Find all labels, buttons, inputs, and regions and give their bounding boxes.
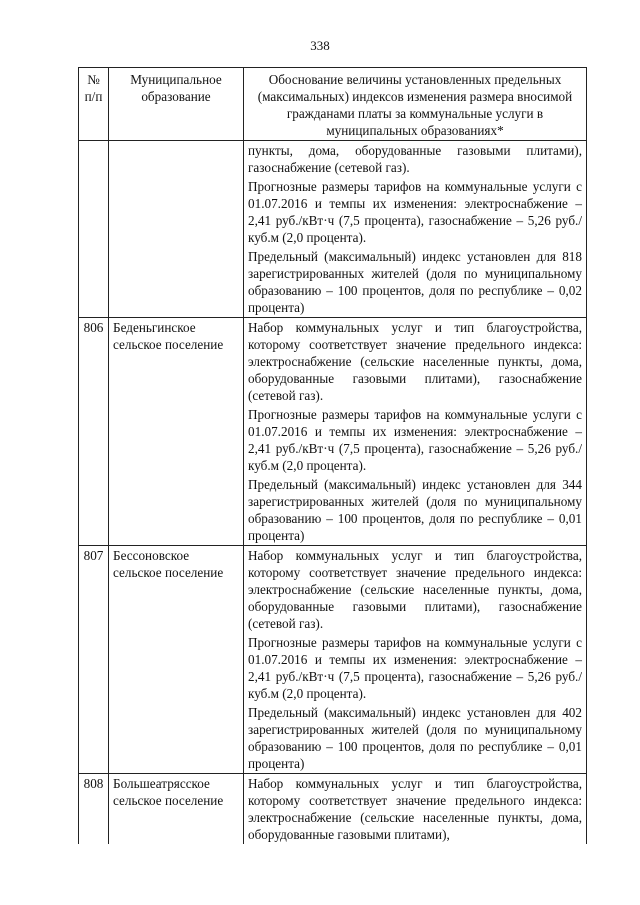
row-num: 807 <box>79 546 109 774</box>
table-header-row <box>79 68 587 141</box>
row-municipality: Большеатрясское сельское поселение <box>109 774 244 845</box>
table-row <box>79 318 587 546</box>
paragraph: Предельный (максимальный) индекс установлен для 402 зарегистрированных жителей (доля по муниципальному образованию – 100 процентов, доля по республике – 0,01 процента) <box>248 705 582 771</box>
paragraph: Предельный (максимальный) индекс установлен для 818 зарегистрированных жителей (доля по муниципальному образованию – 100 процентов, доля по республике – 0,02 процента) <box>248 249 582 315</box>
paragraph: Прогнозные размеры тарифов на коммунальные услуги с 01.07.2016 и темпы их изменения: электроснабжение – 2,41 руб./кВт·ч (7,5 процента), газоснабжение – 5,26 руб./куб.м (2,0 процента). <box>248 407 582 473</box>
row-justification <box>244 546 587 774</box>
paragraph: Прогнозные размеры тарифов на коммунальные услуги с 01.07.2016 и темпы их изменения: электроснабжение – 2,41 руб./кВт·ч (7,5 процента), газоснабжение – 5,26 руб./куб.м (2,0 процента). <box>248 635 582 701</box>
paragraph: Прогнозные размеры тарифов на коммунальные услуги с 01.07.2016 и темпы их изменения: электроснабжение – 2,41 руб./кВт·ч (7,5 процента), газоснабжение – 5,26 руб./куб.м (2,0 процента). <box>248 179 582 245</box>
row-justification <box>244 318 587 546</box>
header-municipality: Муниципальное образование <box>109 68 244 141</box>
row-num: 808 <box>79 774 109 845</box>
page-number: 338 <box>310 38 330 53</box>
row-justification <box>244 141 587 318</box>
paragraph: пункты, дома, оборудованные газовыми плитами), газоснабжение (сетевой газ). <box>248 143 582 175</box>
row-justification <box>244 774 587 845</box>
header-justification: Обоснование величины установленных предельных (максимальных) индексов изменения размера вносимой гражданами платы за коммунальные услуги в муниципальных образованиях* <box>244 68 587 141</box>
row-num <box>79 141 109 318</box>
paragraph: Набор коммунальных услуг и тип благоустройства, которому соответствует значение предельного индекса: электроснабжение (сельские населенные пункты, дома, оборудованные газовыми плитами), <box>248 776 582 842</box>
paragraph: Набор коммунальных услуг и тип благоустройства, которому соответствует значение предельного индекса: электроснабжение (сельские населенные пункты, дома, оборудованные газовыми плитами), газоснабжение (сетевой газ). <box>248 548 582 631</box>
row-municipality: Бессоновское сельское поселение <box>109 546 244 774</box>
table-row <box>79 141 587 318</box>
table-row <box>79 774 587 845</box>
row-municipality <box>109 141 244 318</box>
paragraph: Набор коммунальных услуг и тип благоустройства, которому соответствует значение предельного индекса: электроснабжение (сельские населенные пункты, дома, оборудованные газовыми плитами), газоснабжение (сетевой газ). <box>248 320 582 403</box>
paragraph: Предельный (максимальный) индекс установлен для 344 зарегистрированных жителей (доля по муниципальному образованию – 100 процентов, доля по республике – 0,01 процента) <box>248 477 582 543</box>
row-municipality: Беденьгинское сельское поселение <box>109 318 244 546</box>
tariff-table <box>78 67 587 844</box>
table-row <box>79 546 587 774</box>
row-num: 806 <box>79 318 109 546</box>
header-num: № п/п <box>79 68 109 141</box>
